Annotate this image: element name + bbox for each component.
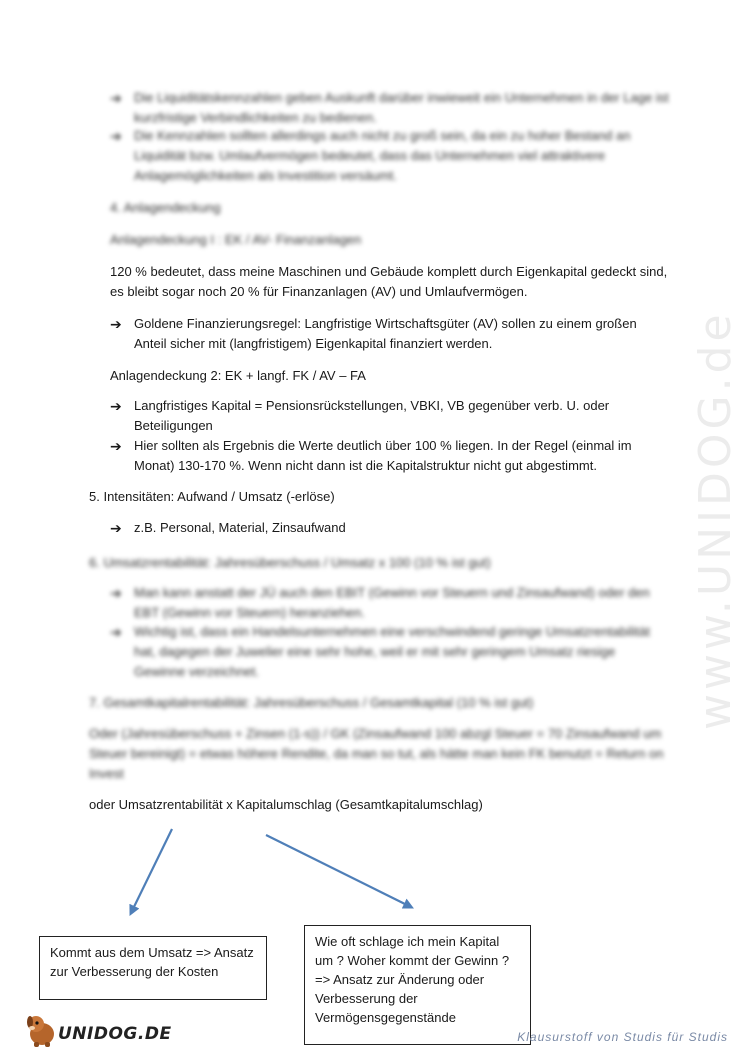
paragraph: 120 % bedeutet, dass meine Maschinen und Gebäude komplett durch Eigenkapital gedeckt sind, es bleibt sogar noch 20 % für Finanzanlagen (AV) und Umlaufvermögen. (110, 264, 668, 299)
logo-text: UNIDOG.DE (58, 1024, 172, 1044)
paragraph: Oder (Jahresüberschuss + Zinsen (1-s)) / GK (Zinsaufwand 100 abzgl Steuer = 70 Zinsaufwand um Steuer bereinigt) = etwas höhere Rendite, da man so tut, als hätte man kein FK benutzt = Return on Invest (89, 726, 664, 781)
formula-line: Anlagendeckung I : EK / AV- Finanzanlagen (110, 232, 362, 247)
arrow-down-right (266, 835, 411, 907)
note-box-right: Wie oft schlage ich mein Kapital um ? Woher kommt der Gewinn ? => Ansatz zur Änderung oder Verbesserung der Vermögensgegenstände (304, 925, 531, 1045)
arrow-bullet-icon: ➔ (110, 398, 122, 414)
arrow-bullet-icon: ➔ (110, 520, 122, 534)
arrow-bullet-icon: ➔ (110, 624, 122, 640)
arrow-bullet-icon: ➔ (110, 585, 122, 601)
section-heading: 5. Intensitäten: Aufwand / Umsatz (-erlöse) (89, 489, 335, 504)
arrow-bullet-icon: ➔ (110, 128, 122, 144)
arrow-bullet-icon: ➔ (110, 438, 122, 454)
unidog-logo (24, 1012, 172, 1052)
footer-tagline: Klausurstoff von Studis für Studis (517, 1030, 728, 1044)
section-heading: 6. Umsatzrentabilität: Jahresüberschuss / Umsatz x 100 (10 % ist gut) (89, 555, 491, 570)
list-item: ➔ z.B. Personal, Material, Zinsaufwand (110, 518, 510, 534)
dog-icon (24, 1012, 58, 1048)
section-heading: 4. Anlagendeckung (110, 200, 221, 215)
formula-line: oder Umsatzrentabilität x Kapitalumschlag (Gesamtkapitalumschlag) (89, 797, 483, 812)
note-box-left: Kommt aus dem Umsatz => Ansatz zur Verbesserung der Kosten (39, 936, 267, 1000)
arrow-bullet-icon: ➔ (110, 316, 122, 332)
vertical-watermark: www.UNIDOG.de (690, 310, 741, 730)
formula-line: Anlagendeckung 2: EK + langf. FK / AV – FA (110, 368, 366, 383)
arrow-down-left (131, 829, 172, 913)
arrow-bullet-icon: ➔ (110, 90, 122, 106)
section-heading: 7. Gesamtkapitalrentabilität: Jahresüberschuss / Gesamtkapital (10 % ist gut) (89, 695, 534, 710)
